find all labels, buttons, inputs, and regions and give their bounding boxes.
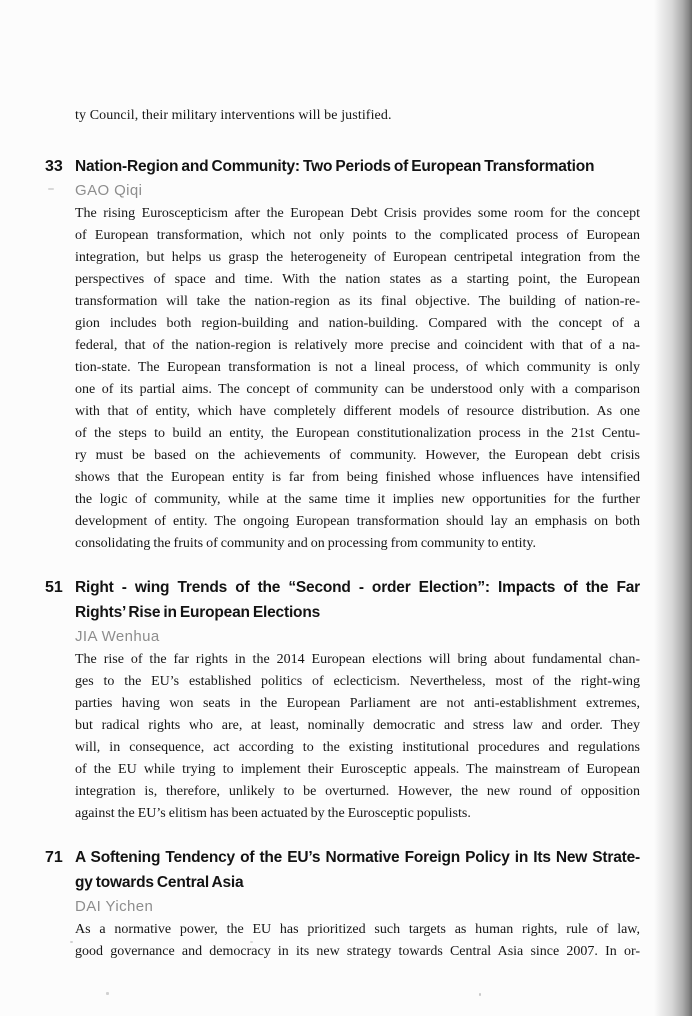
scan-speck — [106, 992, 109, 995]
page-content — [45, 104, 640, 963]
abstract-line: good governance and democracy in its new strategy towards Central Asia since 2007. In or- — [75, 944, 640, 959]
abstract-line: perspectives of space and time. With the nation states as a starting point, the European — [75, 272, 640, 287]
scan-speck — [48, 188, 54, 190]
abstract-line: of the steps to build an entity, the European constitutionalization process in the 21st Centu- — [75, 426, 640, 441]
scan-speck — [250, 941, 253, 943]
article-heading — [45, 575, 640, 625]
article-page-number: 71 — [45, 849, 63, 866]
abstract-line: gion includes both region-building and nation-building. Compared with the concept of a — [75, 316, 640, 331]
abstract-line: one of its partial aims. The concept of community can be understood only with a comparison — [75, 382, 640, 397]
abstract-line: integration, but helps us grasp the heterogeneity of European centripetal integration from the — [75, 250, 640, 265]
abstract-line: integration is, therefore, unlikely to be overturned. However, the new round of opposition — [75, 784, 640, 799]
abstract-line: will, in consequence, act according to the existing institutional procedures and regulations — [75, 740, 640, 755]
article-title — [75, 845, 640, 895]
article-title — [75, 154, 640, 179]
abstract-line: parties having won seats in the European Parliament are not anti-establishment extremes, — [75, 696, 640, 711]
article-entries — [45, 154, 640, 963]
abstract-line: The rising Euroscepticism after the European Debt Crisis provides some room for the concept — [75, 206, 640, 221]
article-title — [75, 575, 640, 625]
abstract-line: of European transformation, which not only points to the complicated process of European — [75, 228, 640, 243]
title-line: Nation-Region and Community: Two Periods of European Transformation — [75, 158, 595, 175]
abstract-line: The rise of the far rights in the 2014 European elections will bring about fundamental chan- — [75, 652, 640, 667]
abstract-line: As a normative power, the EU has prioritized such targets as human rights, rule of law, — [75, 922, 640, 937]
abstract-line: tion-state. The European transformation is not a lineal process, of which community is only — [75, 360, 640, 375]
scan-speck — [479, 993, 481, 996]
abstract-line: shows that the European entity is far from being finished whose influences have intensified — [75, 470, 640, 485]
article-heading — [45, 154, 640, 179]
abstract-line: transformation will take the nation-region as its final objective. The building of nation-re- — [75, 294, 640, 309]
title-line: gy towards Central Asia — [75, 874, 244, 891]
abstract-line: the logic of community, while at the same time it implies new opportunities for the further — [75, 492, 640, 507]
scan-edge-shadow — [654, 0, 692, 1016]
abstract-line: of the EU while trying to implement their Eurosceptic appeals. The mainstream of European — [75, 762, 640, 777]
abstract-line: consolidating the fruits of community and on processing from community to entity. — [75, 536, 536, 551]
abstract-line: with that of entity, which have completely different models of resource distribution. As one — [75, 404, 640, 419]
title-line: Right - wing Trends of the “Second - order Election”: Impacts of the Far — [75, 579, 640, 596]
abstract-line: development of entity. The ongoing European transformation should lay an emphasis on both — [75, 514, 640, 529]
abstract-line: federal, that of the nation-region is relatively more precise and coincident with that of a na- — [75, 338, 640, 353]
article-author: GAO Qiqi — [75, 182, 143, 199]
article-entry — [45, 575, 640, 825]
article-author: DAI Yichen — [75, 898, 154, 915]
article-page-number: 51 — [45, 579, 63, 596]
article-abstract — [75, 919, 640, 963]
abstract-line: ges to the EU’s established politics of eclecticism. Nevertheless, most of the right-wing — [75, 674, 640, 689]
continuation-text: ty Council, their military interventions will be justified. — [75, 108, 392, 123]
abstract-line: against the EU’s elitism has been actuated by the Eurosceptic populists. — [75, 806, 471, 821]
article-entry — [45, 154, 640, 555]
article-heading — [45, 845, 640, 895]
article-page-number: 33 — [45, 158, 63, 175]
title-line: A Softening Tendency of the EU’s Normative Foreign Policy in Its New Strate- — [75, 849, 640, 866]
article-entry — [45, 845, 640, 963]
abstract-line: ry must be based on the achievements of community. However, the European debt crisis — [75, 448, 640, 463]
article-author: JIA Wenhua — [75, 628, 160, 645]
abstract-line: but radical rights who are, at least, nominally democratic and stress law and order. They — [75, 718, 640, 733]
article-abstract — [75, 649, 640, 825]
article-abstract — [75, 203, 640, 555]
title-line: Rights’ Rise in European Elections — [75, 604, 321, 621]
scan-speck — [70, 941, 73, 943]
